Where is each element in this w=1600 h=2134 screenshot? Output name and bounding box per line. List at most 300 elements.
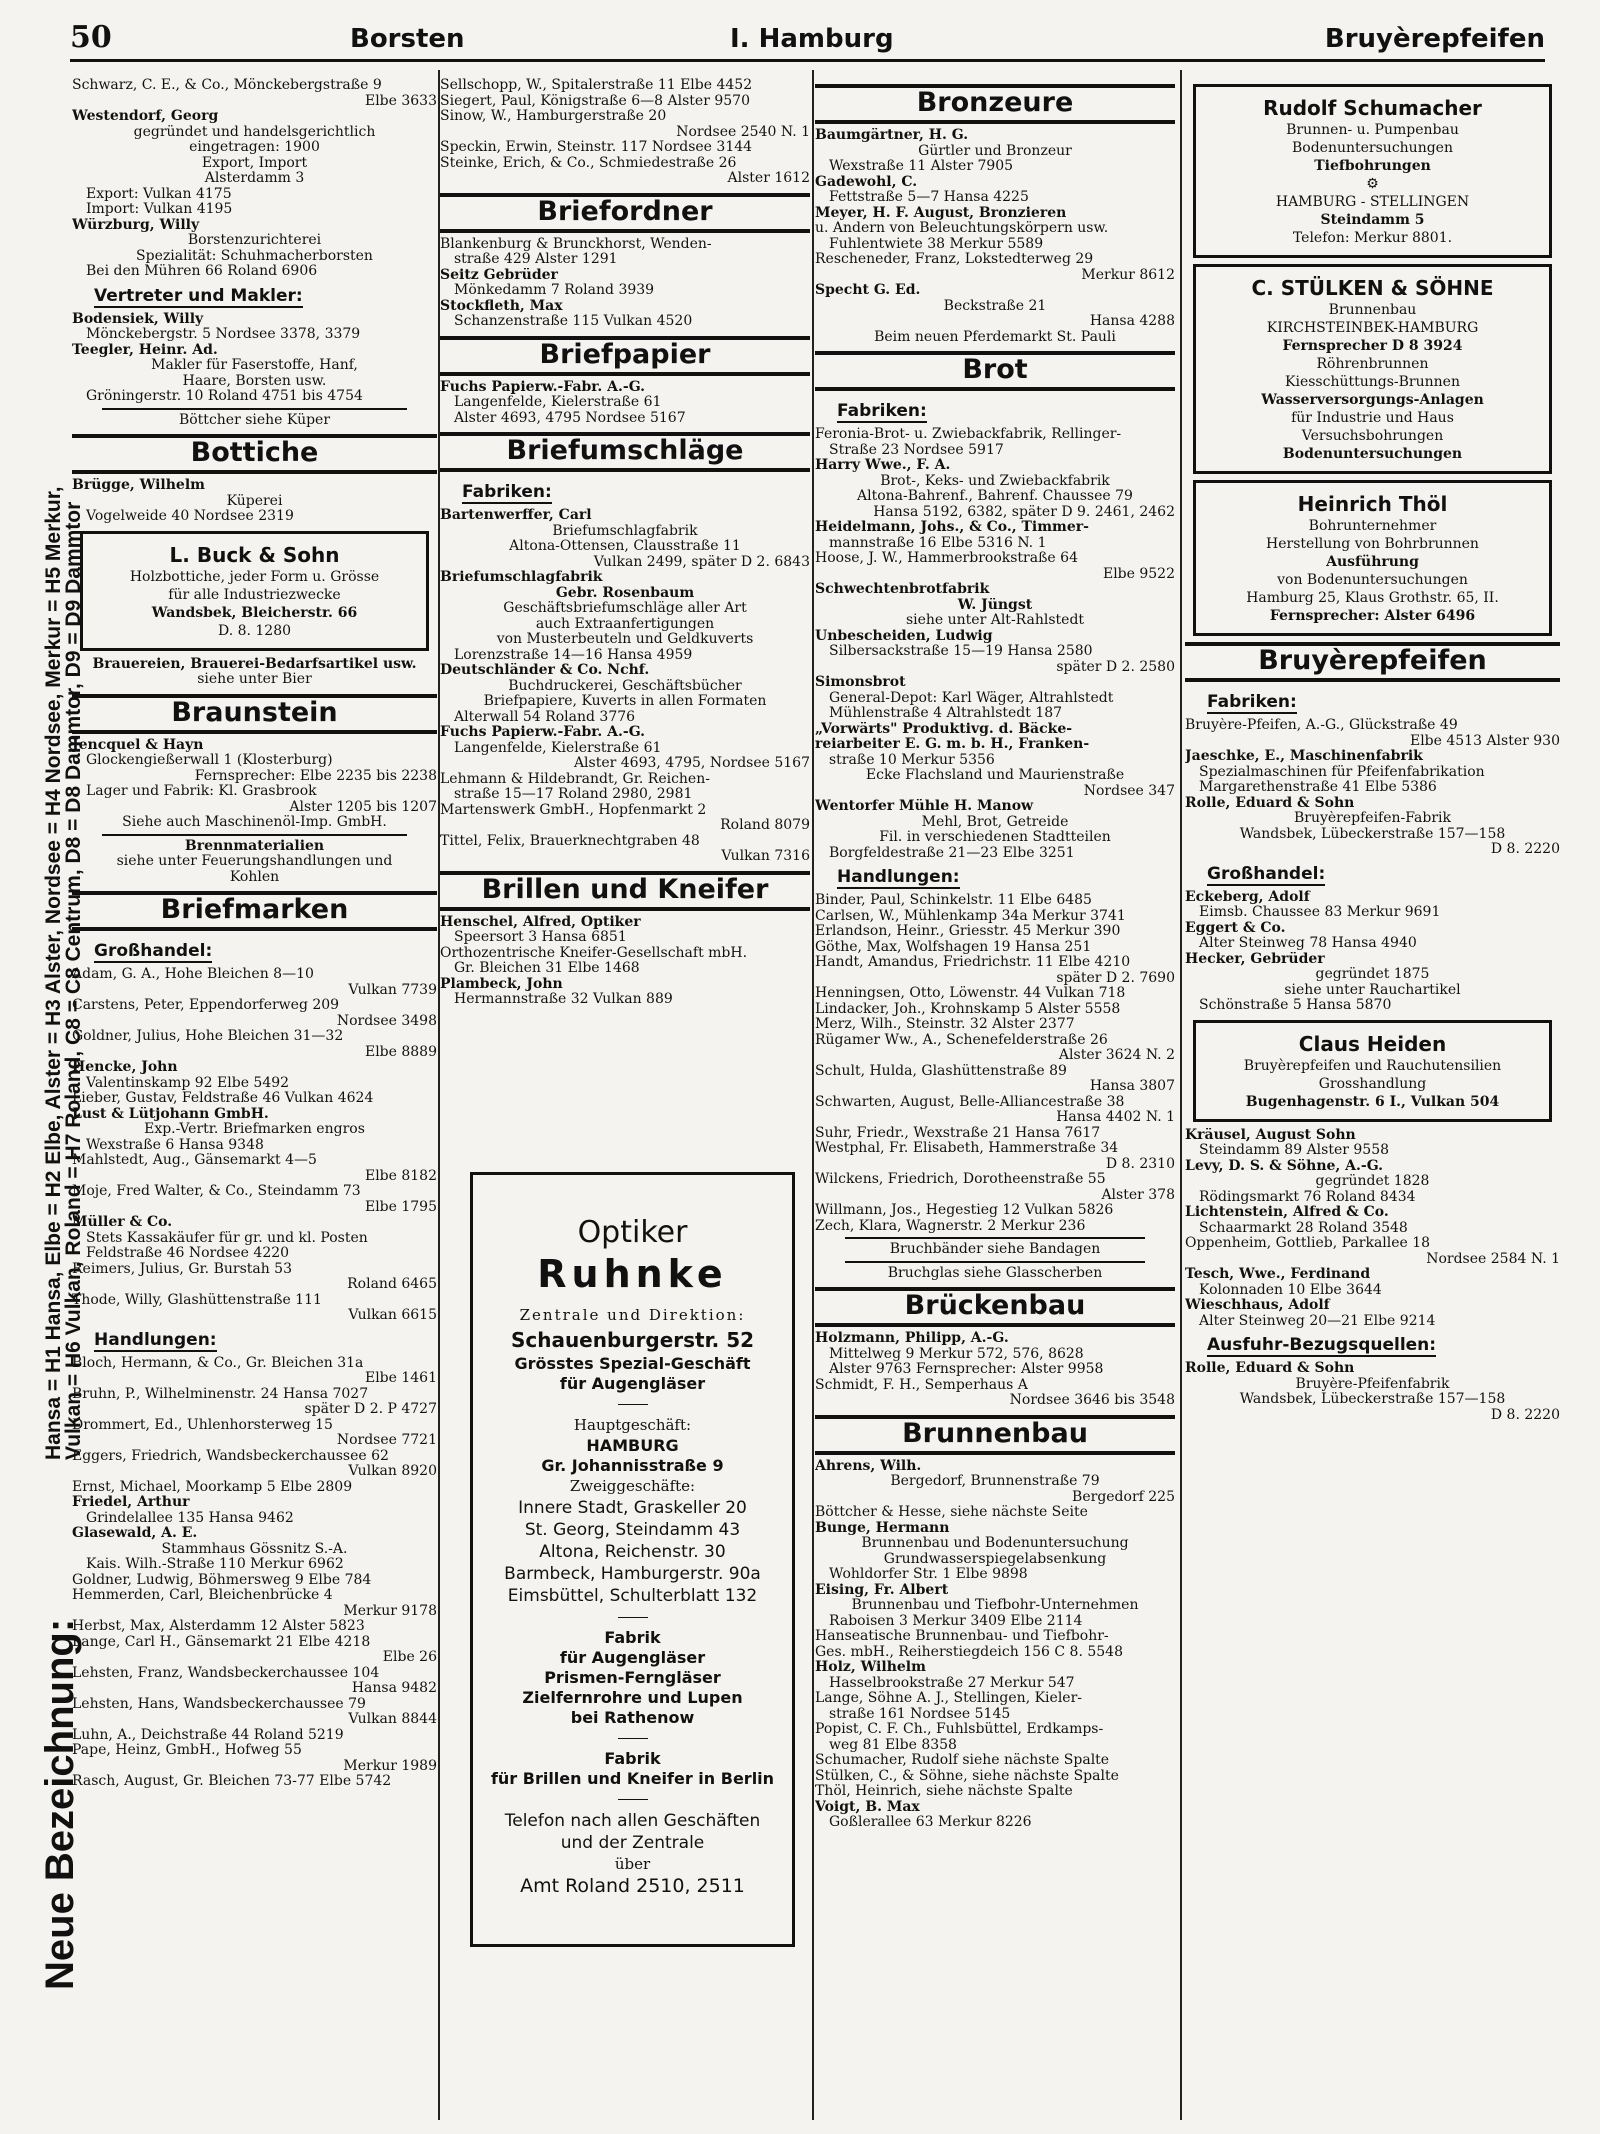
entry-line: Suhr, Friedr., Wexstraße 21 Hansa 7617 — [815, 1125, 1101, 1141]
entry-line: Erlandson, Heinr., Griesstr. 45 Merkur 390 — [815, 924, 1121, 939]
entry-line: Mahlstedt, Aug., Gänsemarkt 4—5 — [72, 1153, 317, 1168]
entry-line: D 8. 2220 — [1490, 842, 1560, 857]
subsection-heading: Fabriken: — [837, 401, 927, 421]
section-heading: Briefumschläge — [440, 432, 810, 472]
advert-box — [1193, 1020, 1552, 1122]
subsection-heading: Fabriken: — [462, 482, 552, 502]
entry-line: Reimers, Julius, Gr. Burstah 53 — [72, 1261, 293, 1277]
entry-line: Hemmerden, Carl, Bleichenbrücke 4 — [72, 1588, 333, 1603]
entry-line: Bloch, Hermann, & Co., Gr. Bleichen 31a — [72, 1355, 364, 1371]
entry-line: Rescheneder, Franz, Lokstedterweg 29 — [815, 252, 1094, 267]
entry-line: Merz, Wilh., Steinstr. 32 Alster 2377 — [815, 1017, 1075, 1032]
advert-line: Wandsbek, Bleicherstr. 66 — [151, 604, 358, 621]
entry-line: weg 81 Elbe 8358 — [829, 1737, 957, 1753]
entry-name: Seitz Gebrüder — [440, 267, 558, 283]
entry-line: Bruchglas siehe Glasscherben — [887, 1265, 1103, 1281]
entry-line: Vulkan 8844 — [348, 1712, 437, 1727]
entry-line: Carlsen, W., Mühlenkamp 34a Merkur 3741 — [815, 908, 1126, 924]
entry-line: Merkur 8612 — [1081, 267, 1175, 283]
entry-line: Stammhaus Gössnitz S.-A. — [161, 1541, 348, 1557]
advert-line: Herstellung von Bohrbrunnen — [1266, 536, 1479, 552]
advert-line: Telefon: Merkur 8801. — [1292, 230, 1453, 246]
entry-line: Hermannstraße 32 Vulkan 889 — [454, 992, 673, 1007]
section-heading: Briefmarken — [72, 891, 437, 931]
entry-name: Voigt, B. Max — [815, 1799, 920, 1815]
subsection — [72, 1324, 437, 1356]
advert-line: Ausführung — [1326, 554, 1419, 570]
ad-line: Telefon nach allen Geschäften — [504, 1811, 761, 1831]
column-4 — [1185, 78, 1560, 1423]
entry-line: W. Jüngst — [957, 597, 1033, 613]
ad-line: über — [614, 1855, 651, 1873]
entry-name: Teegler, Heinr. Ad. — [72, 342, 218, 358]
entry-name: Brügge, Wilhelm — [72, 478, 205, 493]
entry-line: Alster 4693, 4795, Nordsee 5167 — [573, 756, 810, 771]
header-left: Borsten — [350, 24, 465, 54]
entry-name: Eising, Fr. Albert — [815, 1582, 949, 1598]
entry-line: Vulkan 8920 — [348, 1464, 437, 1479]
entry-line: Brunnenbau und Tiefbohr-Unternehmen — [851, 1598, 1139, 1613]
entry-name: Hecker, Gebrüder — [1185, 951, 1325, 967]
entry-line: auch Extraanfertigungen — [535, 616, 715, 632]
entry-line: Eggers, Friedrich, Wandsbeckerchaussee 62 — [72, 1448, 389, 1464]
entry-name: Briefumschlagfabrik — [440, 570, 603, 585]
entry-name: „Vorwärts" Produktivg. d. Bäcke- — [815, 721, 1073, 737]
entry-line: Nordsee 3498 — [336, 1013, 437, 1029]
entry-line: Vulkan 7316 — [721, 849, 810, 864]
advert-line: D. 8. 1280 — [217, 622, 292, 639]
advert-line: Bohrunternehmer — [1308, 518, 1437, 534]
entry-line: D 8. 2220 — [1490, 1407, 1560, 1423]
entry-line: Kolonnaden 10 Elbe 3644 — [1199, 1282, 1382, 1298]
ad-divider — [618, 1738, 648, 1739]
entry-line: Orthozentrische Kneifer-Gesellschaft mbH. — [440, 945, 748, 961]
entry-line: Schumacher, Rudolf siehe nächste Spalte — [815, 1753, 1110, 1768]
entry-line: Import: Vulkan 4195 — [86, 202, 233, 217]
entry-line: Siehe auch Maschinenöl-Imp. GmbH. — [122, 815, 387, 830]
entry-line: Goldner, Ludwig, Böhmersweg 9 Elbe 784 — [72, 1572, 372, 1588]
section-heading: Brückenbau — [815, 1287, 1175, 1327]
entry-line: Stets Kassakäufer für gr. und kl. Posten — [86, 1230, 368, 1246]
entry-line: Steinke, Erich, & Co., Schmiedestraße 26 — [440, 155, 737, 171]
entry-line: Spezialmaschinen für Pfeifenfabrikation — [1199, 764, 1485, 780]
entry-line: Rödingsmarkt 76 Roland 8434 — [1199, 1189, 1416, 1205]
entry-name: Eggert & Co. — [1185, 920, 1286, 936]
entry-name: Schwechtenbrotfabrik — [815, 582, 990, 597]
entry-line: später D 2. P 4727 — [304, 1402, 437, 1417]
subsection — [815, 861, 1175, 893]
advert-line: Wasserversorgungs-Anlagen — [1261, 392, 1484, 408]
entry-line: Brunnenbau und Bodenuntersuchung — [861, 1536, 1129, 1551]
entry-line: Hansa 5192, 6382, später D 9. 2461, 2462 — [873, 504, 1175, 520]
entry-line: General-Depot: Karl Wäger, Altrahlstedt — [829, 690, 1114, 706]
entry-name: Stockfleth, Max — [440, 298, 563, 314]
entry-line: Hansa 4402 N. 1 — [1056, 1110, 1175, 1125]
entry-line: straße 161 Nordsee 5145 — [829, 1706, 1011, 1722]
section-heading: Briefordner — [440, 193, 810, 233]
subsection — [1185, 858, 1560, 890]
entry-line: Beckstraße 21 — [943, 298, 1047, 314]
entry-line: Rügamer Ww., A., Schenefelderstraße 26 — [815, 1032, 1108, 1048]
entry-line: Schaarmarkt 28 Roland 3548 — [1199, 1220, 1408, 1236]
entry-line: Lehmann & Hildebrandt, Gr. Reichen- — [440, 771, 710, 787]
entry-line: Elbe 1795 — [364, 1199, 437, 1215]
advert-line: Bruyèrepfeifen und Rauchutensilien — [1243, 1057, 1502, 1074]
subsection — [1185, 686, 1560, 718]
entry-line: Bergedorf, Brunnenstraße 79 — [890, 1474, 1100, 1489]
entry-line: Mehl, Brot, Getreide — [921, 814, 1069, 830]
entry-line: eingetragen: 1900 — [189, 140, 320, 155]
entry-line: Lange, Carl H., Gänsemarkt 21 Elbe 4218 — [72, 1634, 371, 1650]
entry-line: Alter Steinweg 78 Hansa 4940 — [1199, 936, 1417, 951]
column-3 — [815, 78, 1175, 1831]
entry-line: Ges. mbH., Reiherstiegdeich 156 C 8. 5548 — [815, 1644, 1123, 1660]
page-number: 50 — [70, 20, 112, 55]
entry-line: Fettstraße 5—7 Hansa 4225 — [829, 190, 1029, 205]
entry-line: Feronia-Brot- u. Zwiebackfabrik, Rellinger- — [815, 427, 1122, 442]
ad-title-2: Ruhnke — [537, 1252, 728, 1296]
entry-line: Oppenheim, Gottlieb, Parkallee 18 — [1185, 1236, 1431, 1251]
advert-line: für Industrie und Haus — [1291, 410, 1454, 426]
entry-line: Briefpapiere, Kuverts in allen Formaten — [483, 694, 767, 709]
entry-name: Hencke, John — [72, 1060, 178, 1075]
entry-line: Wandsbek, Lübeckerstraße 157—158 — [1239, 826, 1506, 842]
entry-line: Hasselbrookstraße 27 Merkur 547 — [829, 1675, 1075, 1691]
entry-name: Bunge, Hermann — [815, 1520, 950, 1536]
entry-name: Jencquel & Hayn — [72, 737, 204, 753]
section-heading: Bottiche — [72, 434, 437, 474]
entry-line: Mönckebergstr. 5 Nordsee 3378, 3379 — [86, 327, 361, 342]
entry-line: Mittelweg 9 Merkur 572, 576, 8628 — [829, 1346, 1084, 1362]
entry-line: Lehsten, Hans, Wandsbeckerchaussee 79 — [72, 1696, 366, 1712]
advert-line: KIRCHSTEINBEK-HAMBURG — [1266, 320, 1479, 336]
entry-line: straße 10 Merkur 5356 — [829, 752, 995, 768]
advert-line: Hamburg 25, Klaus Grothstr. 65, II. — [1246, 590, 1499, 606]
entry-line: Roland 8079 — [720, 818, 810, 833]
subsection-heading: Handlungen: — [94, 1329, 217, 1350]
entry-line: Haare, Borsten usw. — [182, 373, 327, 389]
entry-line: Vulkan 7739 — [348, 982, 437, 998]
entry-name: Unbescheiden, Ludwig — [815, 628, 993, 644]
entry-line: Borstenzurichterei — [187, 233, 322, 248]
advert-line: Tiefbohrungen — [1314, 158, 1431, 174]
entry-line: Siegert, Paul, Königstraße 6—8 Alster 9570 — [440, 93, 750, 109]
entry-name: Holzmann, Philipp, A.-G. — [815, 1331, 1009, 1346]
section-heading: Braunstein — [72, 694, 437, 734]
subsection-heading: Vertreter und Makler: — [94, 285, 303, 306]
entry-line: Gröningerstr. 10 Roland 4751 bis 4754 — [86, 389, 363, 404]
entry-line: Schwarten, August, Belle-Alliancestraße 38 — [815, 1094, 1125, 1110]
entry-line: Lorenzstraße 14—16 Hansa 4959 — [454, 647, 693, 663]
entry-name: reiarbeiter E. G. m. b. H., Franken- — [815, 737, 1090, 752]
entry-line: Spezialität: Schuhmacherborsten — [136, 248, 373, 264]
entry-line: Binder, Paul, Schinkelstr. 11 Elbe 6485 — [815, 893, 1092, 908]
separator-rule — [845, 1237, 1145, 1239]
entry-line: Brot-, Keks- und Zwiebackfabrik — [880, 473, 1110, 489]
advert-title: L. Buck & Sohn — [169, 542, 340, 567]
ad-line: Zielfernrohre und Lupen — [522, 1688, 743, 1707]
entry-line: Merkur 1989 — [343, 1758, 437, 1774]
entry-line: Gr. Bleichen 31 Elbe 1468 — [454, 961, 640, 976]
entry-line: Silbersackstraße 15—19 Hansa 2580 — [829, 644, 1093, 659]
page-header — [70, 22, 1545, 62]
advert-line: Brunnen- u. Pumpenbau — [1286, 122, 1459, 138]
entry-name: Glasewald, A. E. — [72, 1526, 198, 1541]
advert-line: Fernsprecher: Alster 6496 — [1269, 608, 1476, 624]
entry-line: Wohldorfer Str. 1 Elbe 9898 — [829, 1567, 1028, 1582]
entry-line: Altona-Ottensen, Clausstraße 11 — [509, 539, 741, 554]
entry-name: Gadewohl, C. — [815, 174, 918, 190]
ad-line: Zentrale und Direktion: — [519, 1306, 746, 1324]
entry-line: Goldner, Julius, Hohe Bleichen 31—32 — [72, 1029, 344, 1044]
separator-rule — [102, 408, 407, 410]
advert-title: Rudolf Schumacher — [1263, 96, 1482, 120]
entry-line: Roland 6465 — [347, 1277, 437, 1292]
entry-name: Bodensiek, Willy — [72, 311, 204, 327]
entry-line: Bei den Mühren 66 Roland 6906 — [86, 264, 318, 279]
entry-line: Küperei — [226, 493, 283, 509]
entry-line: Elbe 8889 — [364, 1044, 437, 1060]
entry-line: Alsterdamm 3 — [204, 171, 305, 186]
entry-name: Kräusel, August Sohn — [1185, 1127, 1356, 1143]
entry-name: Levy, D. S. & Söhne, A.-G. — [1185, 1158, 1384, 1174]
entry-line: Bruchbänder siehe Bandagen — [889, 1242, 1101, 1257]
subsection — [72, 935, 437, 967]
advert-line: für alle Industriezwecke — [168, 586, 341, 603]
entry-line: gegründet 1828 — [1315, 1174, 1430, 1189]
ad-branch: Barmbeck, Hamburgerstr. 90a — [504, 1564, 761, 1584]
entry-line: Popist, C. F. Ch., Fuhlsbüttel, Erdkamps- — [815, 1722, 1104, 1737]
entry-line: Schult, Hulda, Glashüttenstraße 89 — [815, 1063, 1067, 1079]
subsection-heading: Handlungen: — [837, 867, 960, 887]
sidebar-line-1: Hansa = H1 Hansa, Elbe = H2 Elbe, Alster = H3 Alster, Nordsee = H4 Nordsee, Merkur = H5 Merkur, — [42, 486, 65, 1460]
advert-line: ⚙ — [1366, 176, 1379, 192]
entry-line: Fernsprecher: Elbe 2235 bis 2238 — [194, 768, 437, 784]
entry-line: Merkur 9178 — [343, 1603, 437, 1619]
ad-line: Prismen-Ferngläser — [544, 1668, 721, 1687]
advert-box — [1193, 480, 1552, 636]
column-2 — [440, 78, 810, 1008]
entry-line: Hansa 3807 — [1089, 1079, 1175, 1094]
subsection — [72, 280, 437, 312]
entry-line: Geschäftsbriefumschläge aller Art — [503, 601, 747, 616]
advert-title: Claus Heiden — [1298, 1031, 1447, 1056]
ad-line: bei Rathenow — [570, 1708, 695, 1727]
entry-line: Bruhn, P., Wilhelminenstr. 24 Hansa 7027 — [72, 1386, 369, 1402]
entry-line: Fuhlentwiete 38 Merkur 5589 — [829, 236, 1044, 252]
advert-line: Röhrenbrunnen — [1316, 356, 1429, 372]
entry-line: Vogelweide 40 Nordsee 2319 — [86, 509, 294, 524]
entry-line: Wilckens, Friedrich, Dorotheenstraße 55 — [815, 1172, 1106, 1187]
entry-line: Wexstraße 6 Hansa 9348 — [86, 1137, 264, 1153]
entry-name: Wentorfer Mühle H. Manow — [815, 799, 1034, 814]
advert-line: Grosshandlung — [1318, 1075, 1427, 1092]
entry-line: Hansa 9482 — [351, 1681, 437, 1696]
ad-line: für Augengläser — [559, 1648, 706, 1667]
entry-line: Alster 9763 Fernsprecher: Alster 9958 — [829, 1362, 1104, 1377]
entry-line: Lindacker, Joh., Krohnskamp 5 Alster 5558 — [815, 1001, 1121, 1017]
separator-rule — [845, 1261, 1145, 1263]
entry-line: Willmann, Jos., Hegestieg 12 Vulkan 5826 — [815, 1203, 1114, 1218]
ad-branch: Altona, Reichenstr. 30 — [539, 1542, 726, 1562]
entry-line: siehe unter Rauchartikel — [1284, 982, 1461, 998]
entry-name: Harry Wwe., F. A. — [815, 458, 951, 473]
entry-line: Zech, Klara, Wagnerstr. 2 Merkur 236 — [815, 1218, 1086, 1234]
entry-line: Alster 4693, 4795 Nordsee 5167 — [454, 410, 686, 426]
ad-line: Schauenburgerstr. 52 — [510, 1328, 755, 1352]
entry-line: Nordsee 2540 N. 1 — [676, 124, 810, 140]
entry-line: Westphal, Fr. Elisabeth, Hammerstraße 34 — [815, 1141, 1119, 1156]
entry-name: Baumgärtner, H. G. — [815, 128, 969, 143]
entry-line: Straße 23 Nordsee 5917 — [829, 442, 1004, 458]
entry-name: Holz, Wilhelm — [815, 1660, 926, 1675]
entry-line: Briefumschlagfabrik — [552, 523, 698, 539]
entry-line: Kohlen — [229, 869, 280, 885]
entry-line: Beim neuen Pferdemarkt St. Pauli — [874, 329, 1116, 345]
entry-line: Carstens, Peter, Eppendorferweg 209 — [72, 998, 340, 1013]
entry-name: Fuchs Papierw.-Fabr. A.-G. — [440, 725, 646, 740]
entry-line: Elbe 8182 — [364, 1168, 437, 1184]
column-1 — [72, 78, 437, 1790]
entry-line: Makler für Faserstoffe, Hanf, — [151, 358, 358, 373]
entry-line: Langenfelde, Kielerstraße 61 — [454, 395, 662, 410]
entry-line: Rasch, August, Gr. Bleichen 73-77 Elbe 5742 — [72, 1774, 392, 1789]
entry-line: mannstraße 16 Elbe 5316 N. 1 — [829, 535, 1047, 551]
entry-line: Feldstraße 46 Nordsee 4220 — [86, 1246, 290, 1261]
ad-line: für Brillen und Kneifer in Berlin — [490, 1769, 775, 1788]
entry-line: Grindelallee 135 Hansa 9462 — [86, 1510, 294, 1526]
section-heading: Bruyèrepfeifen — [1185, 642, 1560, 682]
column-rule — [812, 70, 814, 2120]
entry-line: Nordsee 3646 bis 3548 — [1009, 1393, 1175, 1408]
entry-line: Thöl, Heinrich, siehe nächste Spalte — [815, 1784, 1073, 1799]
sidebar-line-2: Vulkan = H6 Vulkan, Roland = H7 Roland, C8 = C8 Centrum, D8 = D8 Dammtor, D9 = D9 Dammtor — [62, 501, 85, 1460]
entry-line: Ernst, Michael, Moorkamp 5 Elbe 2809 — [72, 1479, 353, 1495]
entry-line: D 8. 2310 — [1105, 1156, 1175, 1172]
entry-line: Lager und Fabrik: Kl. Grasbrook — [86, 784, 317, 799]
ad-branch: Innere Stadt, Graskeller 20 — [518, 1498, 747, 1518]
entry-line: Fil. in verschiedenen Stadtteilen — [879, 830, 1111, 845]
entry-line: Margarethenstraße 41 Elbe 5386 — [1199, 780, 1437, 795]
entry-line: Schwarz, C. E., & Co., Mönckebergstraße 9 — [72, 78, 382, 93]
entry-name: Würzburg, Willy — [72, 217, 200, 233]
entry-line: Wandsbek, Lübeckerstraße 157—158 — [1239, 1392, 1506, 1407]
entry-line: Alster 378 — [1101, 1187, 1175, 1203]
entry-name: Rolle, Eduard & Sohn — [1185, 1361, 1355, 1376]
entry-line: Sellschopp, W., Spitalerstraße 11 Elbe 4452 — [440, 78, 753, 93]
advert-line: von Bodenuntersuchungen — [1277, 572, 1468, 588]
entry-line: Bergedorf 225 — [1072, 1489, 1175, 1505]
entry-line: Elbe 26 — [382, 1650, 437, 1665]
advert-box — [1193, 264, 1552, 474]
entry-line: u. Ändern von Beleuchtungskörpern usw. — [815, 221, 1109, 236]
advert-line: Bodenuntersuchungen — [1292, 140, 1453, 156]
ad-title-1: Optiker — [577, 1215, 688, 1250]
subsection — [1185, 1329, 1560, 1361]
column-rule — [1180, 70, 1182, 2120]
entry-line: Mühlenstraße 4 Altrahlstedt 187 — [829, 706, 1063, 721]
entry-name: Plambeck, John — [440, 976, 563, 992]
entry-line: Vulkan 2499, später D 2. 6843 — [593, 554, 810, 570]
header-center: I. Hamburg — [730, 24, 894, 54]
entry-name: Simonsbrot — [815, 675, 906, 690]
advert-line: Fernsprecher D 8 3924 — [1282, 338, 1463, 354]
advert-box — [80, 531, 429, 651]
subsection-heading: Fabriken: — [1207, 692, 1297, 712]
entry-line: Herbst, Max, Alsterdamm 12 Alster 5823 — [72, 1619, 365, 1634]
separator-rule — [102, 834, 407, 836]
entry-line: Böttcher siehe Küper — [178, 412, 331, 428]
section-heading: Brillen und Kneifer — [440, 871, 810, 911]
entry-line: Raboisen 3 Merkur 3409 Elbe 2114 — [829, 1613, 1083, 1629]
ad-divider — [618, 1617, 648, 1618]
entry-line: Lieber, Gustav, Feldstraße 46 Vulkan 4624 — [72, 1091, 374, 1106]
subsection — [815, 395, 1175, 427]
entry-line: Export: Vulkan 4175 — [86, 186, 232, 202]
entry-line: Elbe 1461 — [364, 1371, 437, 1386]
entry-line: Kais. Wilh.-Straße 110 Merkur 6962 — [86, 1557, 344, 1572]
ad-line: Hauptgeschäft: — [573, 1416, 692, 1434]
entry-name: Fuchs Papierw.-Fabr. A.-G. — [440, 379, 646, 395]
advert-line: Bugenhagenstr. 6 I., Vulkan 504 — [1245, 1093, 1500, 1110]
entry-line: von Musterbeuteln und Geldkuverts — [496, 632, 754, 647]
entry-line: Lange, Söhne A. J., Stellingen, Kieler- — [815, 1691, 1083, 1706]
entry-line: Export, Import — [201, 155, 308, 171]
entry-line: Bruyère-Pfeifenfabrik — [1295, 1376, 1450, 1392]
entry-line: Goßlerallee 63 Merkur 8226 — [829, 1815, 1032, 1830]
entry-line: Blankenburg & Brunckhorst, Wenden- — [440, 236, 712, 252]
entry-line: Schmidt, F. H., Semperhaus A — [815, 1377, 1028, 1393]
entry-line: Elbe 3633 — [364, 93, 437, 109]
entry-name: Lust & Lütjohann GmbH. — [72, 1106, 269, 1122]
entry-line: Eimsb. Chaussee 83 Merkur 9691 — [1199, 905, 1441, 920]
entry-line: Nordsee 7721 — [336, 1433, 437, 1448]
advert-line: Kiesschüttungs-Brunnen — [1285, 374, 1460, 390]
entry-line: siehe unter Alt-Rahlstedt — [905, 613, 1085, 628]
entry-name: Jaeschke, E., Maschinenfabrik — [1185, 749, 1423, 764]
entry-line: Bruyèrepfeifen-Fabrik — [1293, 811, 1451, 826]
entry-name: Rolle, Eduard & Sohn — [1185, 795, 1355, 811]
entry-line: Lehsten, Franz, Wandsbeckerchaussee 104 — [72, 1665, 380, 1681]
ad-branch: Eimsbüttel, Schulterblatt 132 — [507, 1586, 758, 1606]
subsection-heading: Ausfuhr-Bezugsquellen: — [1207, 1335, 1437, 1355]
ad-line: Amt Roland 2510, 2511 — [520, 1875, 745, 1897]
entry-name: Specht G. Ed. — [815, 283, 921, 298]
entry-line: Sinow, W., Hamburgerstraße 20 — [440, 109, 667, 124]
entry-name: Wieschhaus, Adolf — [1185, 1298, 1330, 1313]
entry-name: Eckeberg, Adolf — [1185, 889, 1310, 905]
entry-line: Drommert, Ed., Uhlenhorsterweg 15 — [72, 1417, 333, 1433]
entry-line: siehe unter Feuerungshandlungen und — [116, 854, 393, 869]
advert-line: HAMBURG - STELLINGEN — [1275, 194, 1470, 210]
entry-line: Moje, Fred Walter, & Co., Steindamm 73 — [72, 1184, 361, 1199]
entry-name: Heidelmann, Johs., & Co., Timmer- — [815, 520, 1089, 535]
entry-line: Grundwasserspiegelabsenkung — [883, 1551, 1107, 1567]
ad-divider — [618, 1404, 648, 1405]
subsection-heading: Großhandel: — [94, 941, 213, 961]
sidebar-title: Neue Bezeichnung: — [38, 1618, 82, 1990]
entry-line: Gürtler und Bronzeur — [918, 143, 1072, 159]
entry-name: Henschel, Alfred, Optiker — [440, 914, 641, 930]
entry-line: Bruyère-Pfeifen, A.-G., Glückstraße 49 — [1185, 718, 1458, 733]
entry-line: straße 429 Alster 1291 — [454, 252, 618, 267]
entry-name: Bartenwerffer, Carl — [440, 508, 592, 523]
entry-name: Lichtenstein, Alfred & Co. — [1185, 1205, 1389, 1220]
sidebar-notice — [0, 60, 85, 2060]
ad-line: und der Zentrale — [560, 1833, 705, 1853]
ad-line: Grösstes Spezial-Geschäft — [514, 1354, 751, 1373]
entry-line: Elbe 9522 — [1102, 566, 1175, 582]
